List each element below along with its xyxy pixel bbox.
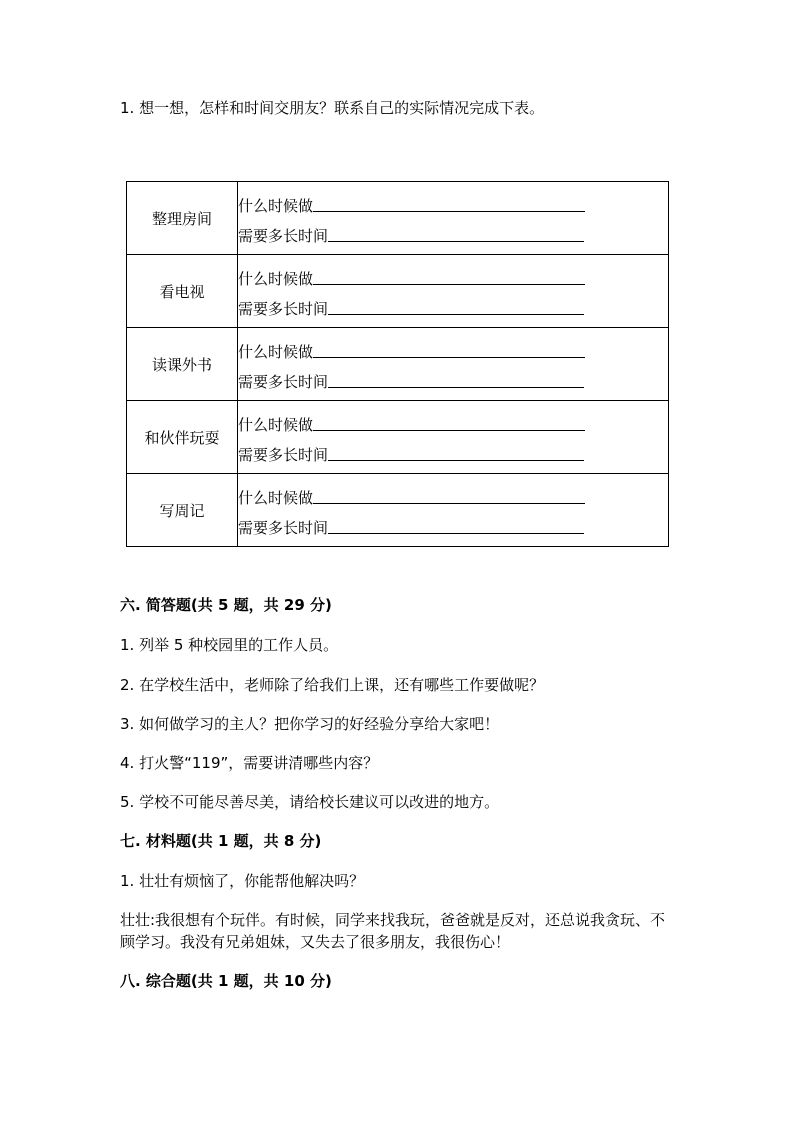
when-field[interactable]: [238, 190, 668, 216]
short-answer-question: 5. 学校不可能尽善尽美，请给校长建议可以改进的地方。: [120, 793, 500, 811]
duration-field[interactable]: [238, 366, 668, 392]
duration-field[interactable]: [238, 512, 668, 538]
activity-name: 和伙伴玩耍: [127, 401, 238, 474]
short-answer-question: 2. 在学校生活中，老师除了给我们上课，还有哪些工作要做呢？: [120, 676, 545, 694]
short-answer-question: 3. 如何做学习的主人？把你学习的好经验分享给大家吧！: [120, 715, 500, 733]
answer-blank[interactable]: [328, 240, 584, 242]
answer-blank[interactable]: [313, 429, 585, 431]
table-row: [127, 474, 669, 547]
short-answer-question: 1. 列举 5 种校园里的工作人员。: [120, 636, 339, 654]
when-field[interactable]: [238, 409, 668, 435]
when-field[interactable]: [238, 263, 668, 289]
duration-label: 需要多长时间: [238, 519, 329, 537]
answer-blank[interactable]: [328, 313, 584, 315]
answer-blank[interactable]: [328, 459, 584, 461]
when-label: 什么时候做: [238, 270, 314, 288]
activity-name: 写周记: [127, 474, 238, 547]
activity-name: 读课外书: [127, 328, 238, 401]
question-1-prompt: 1. 想一想，怎样和时间交朋友？联系自己的实际情况完成下表。: [120, 99, 545, 117]
when-field[interactable]: [238, 336, 668, 362]
duration-field[interactable]: [238, 220, 668, 246]
answer-blank[interactable]: [313, 283, 585, 285]
section-8-title: 八. 综合题(共 1 题，共 10 分): [120, 972, 332, 990]
section-6-title: 六. 简答题(共 5 题，共 29 分): [120, 596, 332, 614]
when-field[interactable]: [238, 482, 668, 508]
answer-blank[interactable]: [328, 532, 584, 534]
when-label: 什么时候做: [238, 489, 314, 507]
duration-field[interactable]: [238, 439, 668, 465]
table-row: [127, 401, 669, 474]
activity-name: 整理房间: [127, 182, 238, 255]
section-7-title: 七. 材料题(共 1 题，共 8 分): [120, 832, 322, 850]
table-row: [127, 255, 669, 328]
activity-name: 看电视: [127, 255, 238, 328]
short-answer-question: 4. 打火警“119”，需要讲清哪些内容？: [120, 754, 379, 772]
material-text: 壮壮:我很想有个玩伴。有时候，同学来找我玩，爸爸就是反对，还总说我贪玩、不顾学习。我没有兄弟姐妹，又失去了很多朋友，我很伤心！: [120, 911, 666, 951]
answer-blank[interactable]: [313, 502, 585, 504]
when-label: 什么时候做: [238, 197, 314, 215]
when-label: 什么时候做: [238, 416, 314, 434]
duration-field[interactable]: [238, 293, 668, 319]
duration-label: 需要多长时间: [238, 446, 329, 464]
duration-label: 需要多长时间: [238, 373, 329, 391]
material-question: 1. 壮壮有烦恼了，你能帮他解决吗？: [120, 872, 365, 890]
answer-blank[interactable]: [313, 210, 585, 212]
table-row: [127, 328, 669, 401]
duration-label: 需要多长时间: [238, 227, 329, 245]
table-row: [127, 182, 669, 255]
answer-blank[interactable]: [328, 386, 584, 388]
answer-blank[interactable]: [313, 356, 585, 358]
duration-label: 需要多长时间: [238, 300, 329, 318]
when-label: 什么时候做: [238, 343, 314, 361]
activity-time-table: [126, 181, 669, 547]
